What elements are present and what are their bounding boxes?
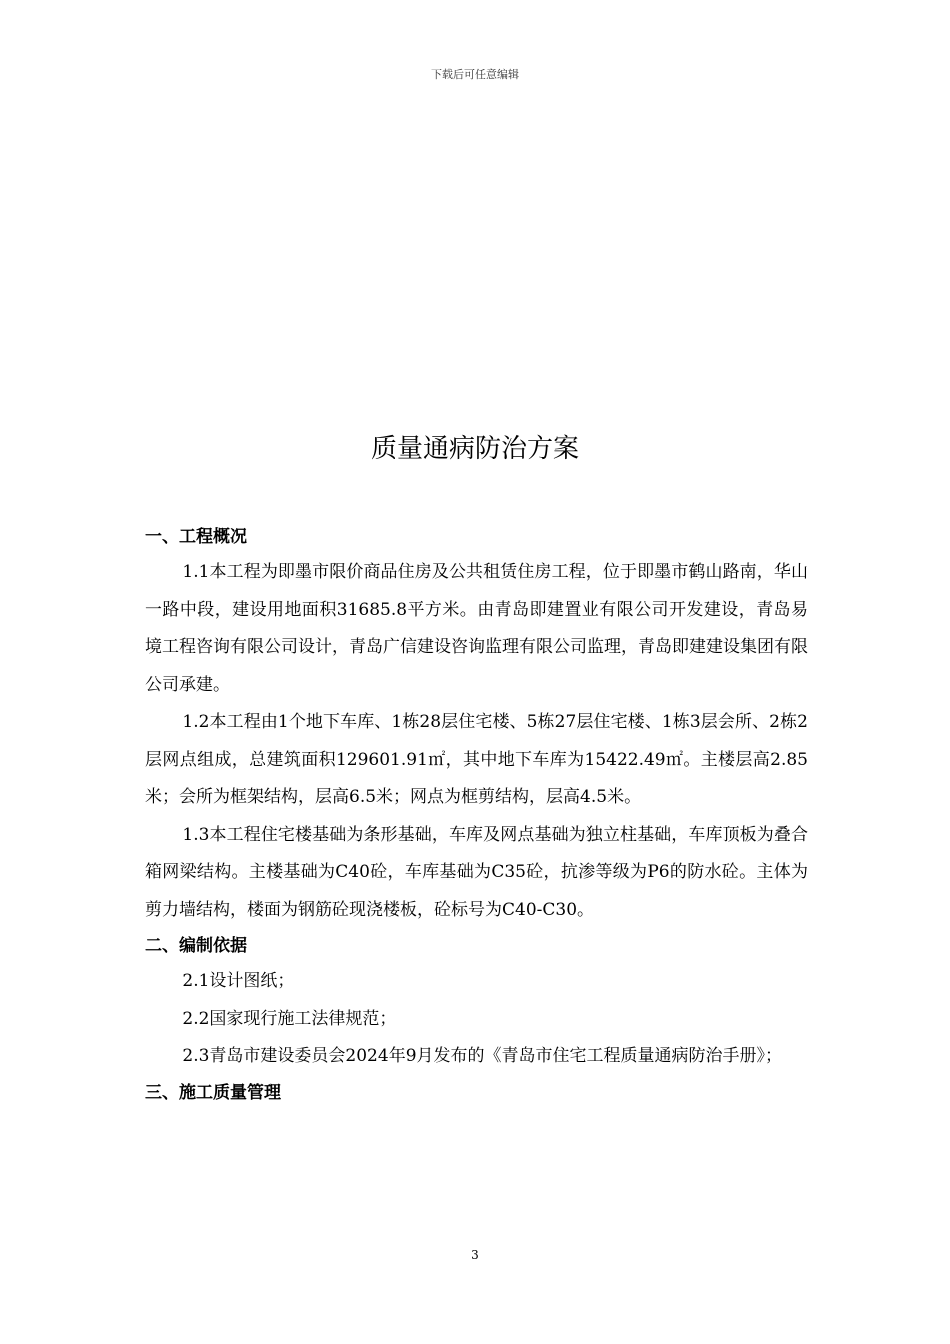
basis-item-2-2: 2.2国家现行施工法律规范； [182, 1008, 397, 1029]
section-quality-management [145, 1076, 808, 1110]
basis-item-2-1: 2.1设计图纸； [182, 971, 295, 991]
basis-item-2-3: 2.3青岛市建设委员会2024年9月发布的《青岛市住宅工程质量通病防治手册》； [182, 1046, 783, 1066]
document-title: 质量通病防治方案 [370, 434, 579, 464]
section-project-overview [145, 520, 808, 929]
section-heading-overview: 一、工程概况 [145, 527, 247, 547]
document-body [145, 520, 808, 1110]
section-heading-basis: 二、编制依据 [145, 936, 247, 956]
page-number: 3 [471, 1248, 479, 1262]
section-basis [145, 929, 808, 1076]
section-heading-quality-management: 三、施工质量管理 [145, 1082, 281, 1103]
page-header: 下载后可任意编辑 [431, 68, 519, 81]
paragraph-1-3: 1.3本工程住宅楼基础为条形基础，车库及网点基础为独立柱基础，车库顶板为叠合箱网梁结构。主楼基础为C40砼，车库基础为C35砼，抗渗等级为P6的防水砼。主体为剪力墙结构，楼面为钢筋砼现浇楼板，砼标号为C40-C30。 [145, 824, 808, 920]
paragraph-1-2: 1.2本工程由1个地下车库、1栋28层住宅楼、5栋27层住宅楼、1栋3层会所、2栋2层网点组成，总建筑面积129601.91㎡，其中地下车库为15422.49㎡。主楼层高2.85米；会所为框架结构，层高6.5米；网点为框剪结构，层高4.5米。 [145, 712, 808, 807]
paragraph-1-1: 1.1本工程为即墨市限价商品住房及公共租赁住房工程，位于即墨市鹤山路南，华山一路中段，建设用地面积31685.8平方米。由青岛即建置业有限公司开发建设，青岛易境工程咨询有限公司设计，青岛广信建设咨询监理有限公司监理，青岛即建建设集团有限公司承建。 [145, 562, 808, 695]
